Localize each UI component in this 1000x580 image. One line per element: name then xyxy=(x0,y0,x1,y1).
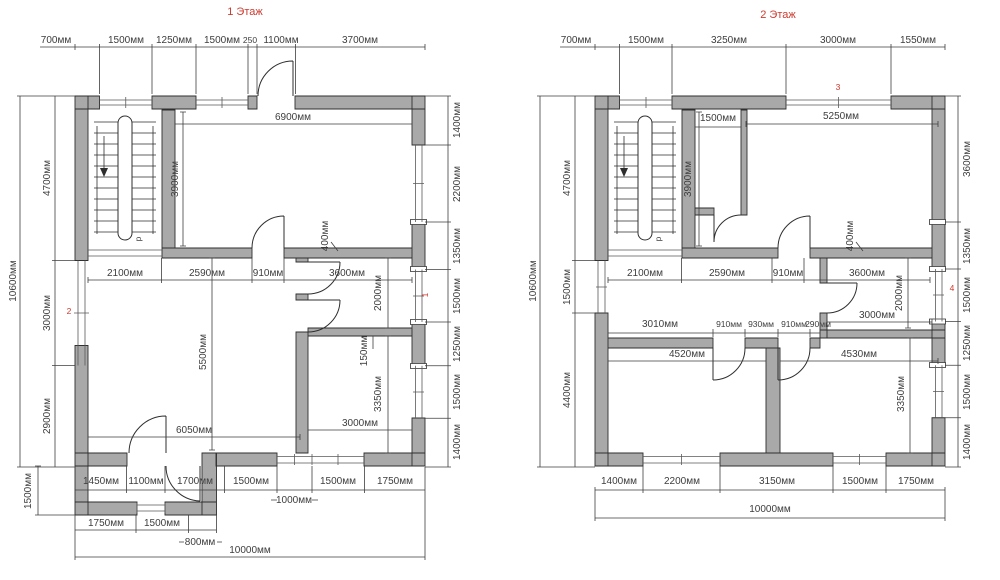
dim-label: 6050мм xyxy=(176,425,212,436)
dim-label: 3900мм xyxy=(170,161,181,197)
dim-label: 1350мм xyxy=(962,228,973,264)
dim-label: 3700мм xyxy=(342,35,378,46)
dim-label: 1550мм xyxy=(900,35,936,46)
dim-label: 1400мм xyxy=(601,476,637,487)
floor1-staircase xyxy=(94,116,156,241)
dim-label: 700мм xyxy=(40,35,72,46)
dim-label: 2200мм xyxy=(664,476,700,487)
dim-label: 3350мм xyxy=(373,376,384,412)
dim-label: 1500мм xyxy=(320,476,356,487)
dim-label: 1400мм xyxy=(962,424,973,460)
dim-label: 2000мм xyxy=(894,275,905,311)
dim-label: 1500мм xyxy=(23,473,34,509)
dim-label: 400мм xyxy=(320,220,331,252)
dim-label: 1100мм xyxy=(263,35,299,46)
floor2-stair-stringer xyxy=(638,116,652,240)
dim-label: 250 xyxy=(242,35,258,45)
dim-label: 1400мм xyxy=(452,102,463,138)
floor1-stair-stringer xyxy=(118,116,132,240)
dim-label: 1500мм xyxy=(562,269,573,305)
dim-label: 1000мм xyxy=(276,495,312,506)
dim-label: 1500мм xyxy=(108,35,144,46)
dim-label: 910мм xyxy=(716,319,742,329)
dim-label: 1700мм xyxy=(177,476,213,487)
dim-label: 1750мм xyxy=(898,476,934,487)
dim-label: 6900мм xyxy=(275,112,311,123)
dim-label: 1250мм xyxy=(962,325,973,361)
dim-label: 910мм xyxy=(772,268,804,279)
floor2-stair-arrowhead xyxy=(620,168,628,177)
floor1-marker-1: 1 xyxy=(421,292,430,298)
dim-label: 3150мм xyxy=(759,476,795,487)
dim-label: 910мм xyxy=(252,268,284,279)
dim-label: 3000мм xyxy=(820,35,856,46)
dim-label: 400мм xyxy=(845,220,856,252)
dim-label: 3350мм xyxy=(896,376,907,412)
dim-label: 1500мм xyxy=(233,476,269,487)
dim-label: 2200мм xyxy=(452,166,463,202)
dim-label: 4400мм xyxy=(562,372,573,408)
dim-label: 1500мм xyxy=(204,35,240,46)
dim-label: 2100мм xyxy=(627,268,663,279)
dim-label: 1100мм xyxy=(128,476,164,487)
dim-label: 1500мм xyxy=(452,374,463,410)
dim-label: 3600мм xyxy=(329,268,365,279)
floor1-stair-arrowhead xyxy=(100,168,108,177)
dim-label: 5250мм xyxy=(823,111,859,122)
dim-label: 1500мм xyxy=(452,278,463,314)
dim-label: 3000мм xyxy=(859,310,895,321)
dim-label: 3600мм xyxy=(962,141,973,177)
dim-label: 2590мм xyxy=(189,268,225,279)
dim-label: 10600мм xyxy=(528,260,539,302)
floor1-plan xyxy=(8,6,463,560)
dim-label: 3600мм xyxy=(849,268,885,279)
dim-label: 1500мм xyxy=(962,277,973,313)
dim-label: 150мм xyxy=(359,335,370,367)
dim-label: 3000мм xyxy=(342,418,378,429)
dim-label: 1250мм xyxy=(156,35,192,46)
dim-label: 4530мм xyxy=(841,349,877,360)
dim-label: 1500мм xyxy=(842,476,878,487)
dim-label: 1400мм xyxy=(452,424,463,460)
dim-label: 1500мм xyxy=(144,518,180,529)
dim-label: 2900мм xyxy=(42,398,53,434)
dim-label: 1250мм xyxy=(452,326,463,362)
dim-label: 5500мм xyxy=(198,334,209,370)
dim-label: 1500мм xyxy=(962,374,973,410)
dim-label: 10600мм xyxy=(8,260,19,302)
floor2-staircase xyxy=(614,116,676,241)
dim-label: 800мм xyxy=(184,537,216,548)
floor2-marker-4: 4 xyxy=(949,283,955,293)
floor1-marker-2: 2 xyxy=(66,306,72,316)
dim-label: 2100мм xyxy=(107,268,143,279)
dim-label: 10000мм xyxy=(749,504,791,515)
dim-label: 1750мм xyxy=(88,518,124,529)
floor2-doors xyxy=(713,215,857,380)
dim-label: 700мм xyxy=(560,35,592,46)
floor2-stair-label: p xyxy=(654,236,663,242)
floor2-title: 2 Этаж xyxy=(760,9,796,21)
floor1-stair-label: p xyxy=(134,236,143,242)
dim-label: 1350мм xyxy=(452,228,463,264)
floor2-marker-3: 3 xyxy=(835,82,841,92)
dim-label: 1500мм xyxy=(628,35,664,46)
dim-label: 1750мм xyxy=(377,476,413,487)
dim-label: 1500мм xyxy=(700,113,736,124)
dim-label: 4520мм xyxy=(669,349,705,360)
dim-label: 3900мм xyxy=(683,161,694,197)
dim-label: 930мм xyxy=(748,319,774,329)
dim-label: 2000мм xyxy=(373,275,384,311)
dim-label: 3010мм xyxy=(642,319,678,330)
dim-label: 4700мм xyxy=(42,160,53,196)
dim-label: 1450мм xyxy=(83,476,119,487)
dim-label: 10000мм xyxy=(229,545,271,556)
floor2-plan xyxy=(528,9,973,521)
dim-label: 4700мм xyxy=(562,160,573,196)
floor1-title: 1 Этаж xyxy=(227,6,263,18)
dim-label: 2590мм xyxy=(709,268,745,279)
dim-label: 910мм xyxy=(781,319,807,329)
dim-label: 3250мм xyxy=(711,35,747,46)
dim-label: 3000мм xyxy=(42,295,53,331)
dim-label: 290мм xyxy=(805,319,831,329)
